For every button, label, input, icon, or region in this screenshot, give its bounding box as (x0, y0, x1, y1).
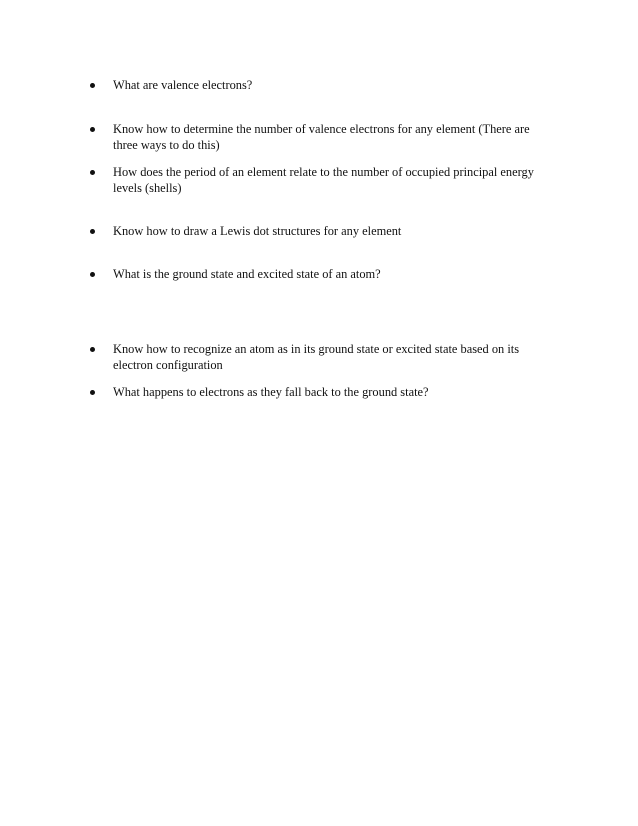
bullet-icon (90, 170, 95, 175)
bullet-text: What happens to electrons as they fall back to the ground state? (113, 385, 429, 399)
bullet-text: Know how to determine the number of valence electrons for any element (There are three ways to do this) (113, 122, 530, 152)
bullet-icon (90, 127, 95, 132)
bullet-text: Know how to recognize an atom as in its ground state or excited state based on its electron configuration (113, 342, 520, 372)
bullet-icon (90, 229, 95, 234)
bullet-text: What are valence electrons? (113, 78, 253, 92)
bullet-icon (90, 390, 95, 395)
bullet-icon (90, 347, 95, 352)
bullet-text: How does the period of an element relate to the number of occupied principal energy levels (shells) (113, 165, 534, 195)
bullet-icon (90, 272, 95, 277)
bullet-icon (90, 83, 95, 88)
bullet-text: Know how to draw a Lewis dot structures for any element (113, 224, 402, 238)
bullet-text: What is the ground state and excited state of an atom? (113, 267, 381, 281)
